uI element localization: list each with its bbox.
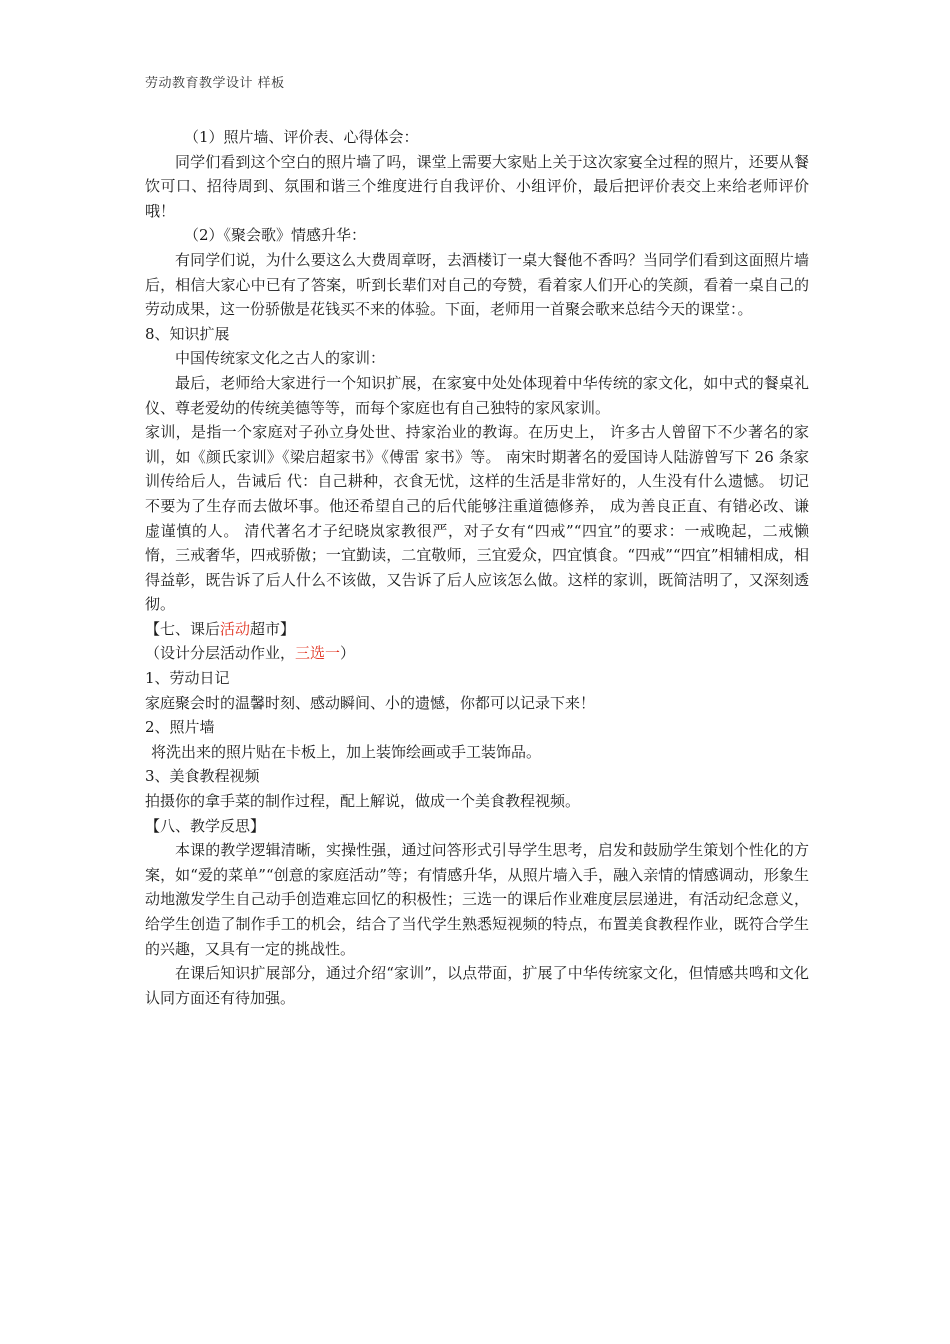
subsection-title-photo-wall: （1）照片墙、评价表、心得体会： [184,128,419,146]
title-part: 超市】 [250,619,296,638]
section-title-activity-market [145,617,809,642]
activity-body-photo-wall: 将洗出来的照片贴在卡板上，加上装饰绘画或手工装饰品。 [151,742,542,761]
activity-body-diary: 家庭聚会时的温馨时刻、感动瞬间、小的遗憾，你都可以记录下来！ [145,693,596,712]
activity-body-video: 拍摄你的拿手菜的制作过程，配上解说，做成一个美食教程视频。 [145,792,581,811]
section-title-knowledge: 8、知识扩展 [145,324,230,343]
note-part: ） [340,644,356,663]
document-body [145,125,809,1010]
highlight-text: 三选一 [295,644,341,663]
activity-title-diary: 1、劳动日记 [145,669,230,688]
paragraph-knowledge-intro: 最后，老师给大家进行一个知识扩展，在家宴中处处体现着中华传统的家文化，如中式的餐桌礼仪、尊老爱幼的传统美德等等，而每个家庭也有自己独特的家风家训。 [145,373,809,417]
knowledge-subtitle: 中国传统家文化之古人的家训： [175,349,386,368]
paragraph-photo-wall: 同学们看到这个空白的照片墙了吗，课堂上需要大家贴上关于这次家宴全过程的照片，还要从餐饮可口、招待周到、氛围和谐三个维度进行自我评价、小组评价，最后把评价表交上来给老师评价哦！ [145,152,809,220]
activity-note [145,641,809,666]
paragraph-song: 有同学们说，为什么要这么大费周章呀，去酒楼订一桌大餐他不香吗？当同学们看到这面照片墙后，相信大家心中已有了答案，听到长辈们对自己的夸赞，看着家人们开心的笑颜，看着一桌自己的劳动成果，这一份骄傲是花钱买不来的体验。下面，老师用一首聚会歌来总结今天的课堂：。 [145,250,809,319]
paragraph-family-instructions: 家训，是指一个家庭对子孙立身处世、持家治业的教诲。在历史上， 许多古人曾留下不少著名的家训，如《颜氏家训》《梁启超家书》《傅雷 家书》等。 南宋时期著名的爱国诗人陆游曾写下 26 条家训传给后人，告诫后 代：自己耕种，衣食无忧，这样的生活是非常好的，人生没有什么遗憾。 切记不要为了生存而去做坏事。他还希望自己的后代能够注重道德修养， 成为善良正直、有错必改、谦虚谨慎的人。 清代著名才子纪晓岚家教很严，对子女有“四戒”“四宜”的要求：一戒晚起，二戒懒惰，三戒奢华，四戒骄傲；一宜勤读，二宜敬师，三宜爱众，四宜慎食。“四戒”“四宜”相辅相成，相得益彰，既告诉了后人什么不该做，又告诉了后人应该怎么做。这样的家训，既简洁明了，又深刻透彻。 [145,423,809,614]
activity-title-video: 3、美食教程视频 [145,767,260,786]
activity-title-photo-wall: 2、照片墙 [145,718,215,737]
subsection-title-song: （2）《聚会歌》情感升华： [184,226,367,245]
title-part: 【七、课后 [145,619,221,638]
note-part: （设计分层活动作业， [145,644,296,663]
section-title-reflection: 【八、教学反思】 [145,816,266,835]
paragraph-reflection-1: 本课的教学逻辑清晰，实操性强，通过问答形式引导学生思考，启发和鼓励学生策划个性化的方案，如“爱的菜单”“创意的家庭活动”等；有情感升华，从照片墙入手，融入亲情的情感调动，形象生动地激发学生自己动手创造难忘回忆的积极性；三选一的课后作业难度层层递进，有活动纪念意义，给学生创造了制作手工的机会，结合了当代学生熟悉短视频的特点，布置美食教程作业，既符合学生的兴趣，又具有一定的挑战性。 [145,841,809,958]
page-header: 劳动教育教学设计 样板 [145,76,285,91]
highlight-text: 活动 [220,619,251,638]
paragraph-reflection-2: 在课后知识扩展部分，通过介绍“家训”，以点带面，扩展了中华传统家文化，但情感共鸣和文化认同方面还有待加强。 [145,964,809,1007]
